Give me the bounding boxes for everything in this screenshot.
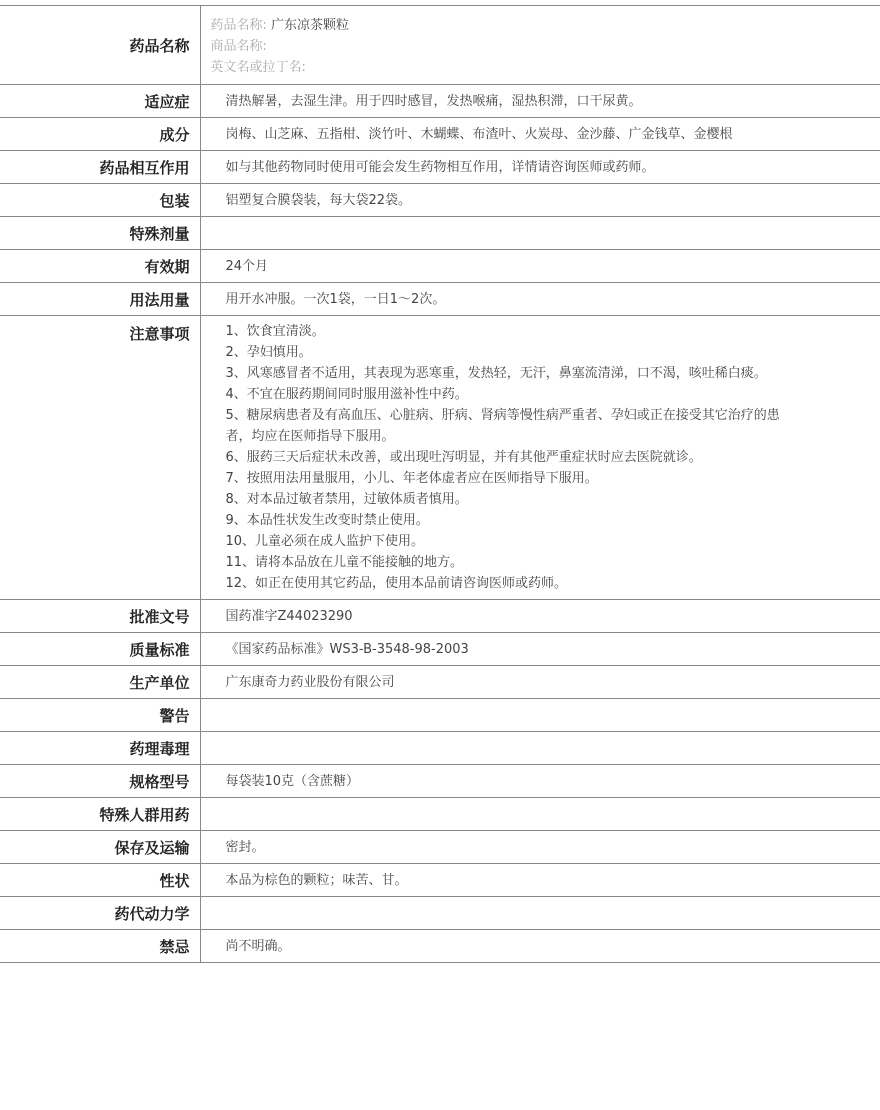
row-value: 密封。 — [200, 831, 880, 864]
row-label: 性状 — [0, 864, 200, 897]
precaution-item: 7、按照用法用量服用，小儿、年老体虚者应在医师指导下服用。 — [225, 471, 598, 486]
row-label: 特殊人群用药 — [0, 798, 200, 831]
row-label: 警告 — [0, 699, 200, 732]
row-value: 尚不明确。 — [200, 930, 880, 963]
row-value — [200, 217, 880, 250]
drug-names-cell — [200, 6, 880, 85]
row-value: 广东康奇力药业股份有限公司 — [200, 666, 880, 699]
row-label: 有效期 — [0, 250, 200, 283]
row-label: 生产单位 — [0, 666, 200, 699]
spec-row — [0, 699, 880, 732]
precaution-item: 4、不宜在服药期间同时服用滋补性中药。 — [225, 387, 468, 402]
spec-row — [0, 283, 880, 316]
row-label: 注意事项 — [0, 316, 200, 600]
spec-row — [0, 600, 880, 633]
precaution-item: 12、如正在使用其它药品，使用本品前请咨询医师或药师。 — [225, 576, 568, 591]
precaution-item: 9、本品性状发生改变时禁止使用。 — [225, 513, 429, 528]
spec-row — [0, 798, 880, 831]
generic-name-key: 药品名称: — [210, 18, 267, 33]
trade-name-line — [211, 36, 786, 57]
precaution-item: 2、孕妇慎用。 — [225, 345, 312, 360]
drug-spec-table — [0, 6, 880, 963]
spec-row — [0, 930, 880, 963]
spec-row — [0, 184, 880, 217]
spec-row — [0, 85, 880, 118]
row-value — [200, 798, 880, 831]
row-label: 包装 — [0, 184, 200, 217]
spec-row — [0, 217, 880, 250]
row-value — [200, 897, 880, 930]
row-label: 批准文号 — [0, 600, 200, 633]
precaution-item: 1、饮食宜清淡。 — [225, 324, 325, 339]
row-precautions — [0, 316, 880, 600]
english-name-line — [211, 57, 786, 78]
generic-name-line — [211, 15, 786, 36]
row-label: 用法用量 — [0, 283, 200, 316]
spec-row — [0, 250, 880, 283]
row-label: 药品名称 — [0, 6, 200, 85]
english-name-key: 英文名或拉丁名: — [210, 60, 306, 75]
row-value — [200, 699, 880, 732]
spec-row — [0, 666, 880, 699]
row-value: 《国家药品标准》WS3-B-3548-98-2003 — [200, 633, 880, 666]
row-value: 如与其他药物同时使用可能会发生药物相互作用，详情请咨询医师或药师。 — [200, 151, 880, 184]
spec-row — [0, 732, 880, 765]
row-label: 保存及运输 — [0, 831, 200, 864]
spec-table-body — [0, 6, 880, 963]
row-value: 每袋装10克（含蔗糖） — [200, 765, 880, 798]
precaution-item: 10、儿童必须在成人监护下使用。 — [225, 534, 425, 549]
generic-name-value: 广东凉茶颗粒 — [271, 18, 350, 33]
spec-row — [0, 897, 880, 930]
spec-row — [0, 864, 880, 897]
row-value: 24个月 — [200, 250, 880, 283]
precaution-item: 5、糖尿病患者及有高血压、心脏病、肝病、肾病等慢性病严重者、孕妇或正在接受其它治疗的患者，均应在医师指导下服用。 — [225, 408, 780, 444]
spec-row — [0, 765, 880, 798]
precautions-cell — [200, 316, 880, 600]
row-value — [200, 732, 880, 765]
spec-row — [0, 118, 880, 151]
row-value: 清热解暑，去湿生津。用于四时感冒，发热喉痛，湿热积滞，口干尿黄。 — [200, 85, 880, 118]
spec-row — [0, 151, 880, 184]
spec-row — [0, 831, 880, 864]
trade-name-key: 商品名称: — [210, 39, 267, 54]
row-label: 药品相互作用 — [0, 151, 200, 184]
row-value: 本品为棕色的颗粒；味苦、甘。 — [200, 864, 880, 897]
row-label: 特殊剂量 — [0, 217, 200, 250]
row-drug-names — [0, 6, 880, 85]
row-value: 国药准字Z44023290 — [200, 600, 880, 633]
precaution-item: 6、服药三天后症状未改善，或出现吐泻明显，并有其他严重症状时应去医院就诊。 — [225, 450, 702, 465]
row-value: 岗梅、山芝麻、五指柑、淡竹叶、木蝴蝶、布渣叶、火炭母、金沙藤、广金钱草、金樱根 — [200, 118, 880, 151]
row-value: 铝塑复合膜袋装，每大袋22袋。 — [200, 184, 880, 217]
row-label: 成分 — [0, 118, 200, 151]
row-label: 禁忌 — [0, 930, 200, 963]
spec-row — [0, 633, 880, 666]
row-value: 用开水冲服。一次1袋，一日1～2次。 — [200, 283, 880, 316]
precaution-item: 3、风寒感冒者不适用，其表现为恶寒重，发热轻，无汗，鼻塞流清涕，口不渴，咳吐稀白痰。 — [225, 366, 767, 381]
row-label: 规格型号 — [0, 765, 200, 798]
row-label: 药理毒理 — [0, 732, 200, 765]
row-label: 质量标准 — [0, 633, 200, 666]
precaution-item: 11、请将本品放在儿童不能接触的地方。 — [225, 555, 464, 570]
row-label: 药代动力学 — [0, 897, 200, 930]
precaution-item: 8、对本品过敏者禁用，过敏体质者慎用。 — [225, 492, 468, 507]
row-label: 适应症 — [0, 85, 200, 118]
